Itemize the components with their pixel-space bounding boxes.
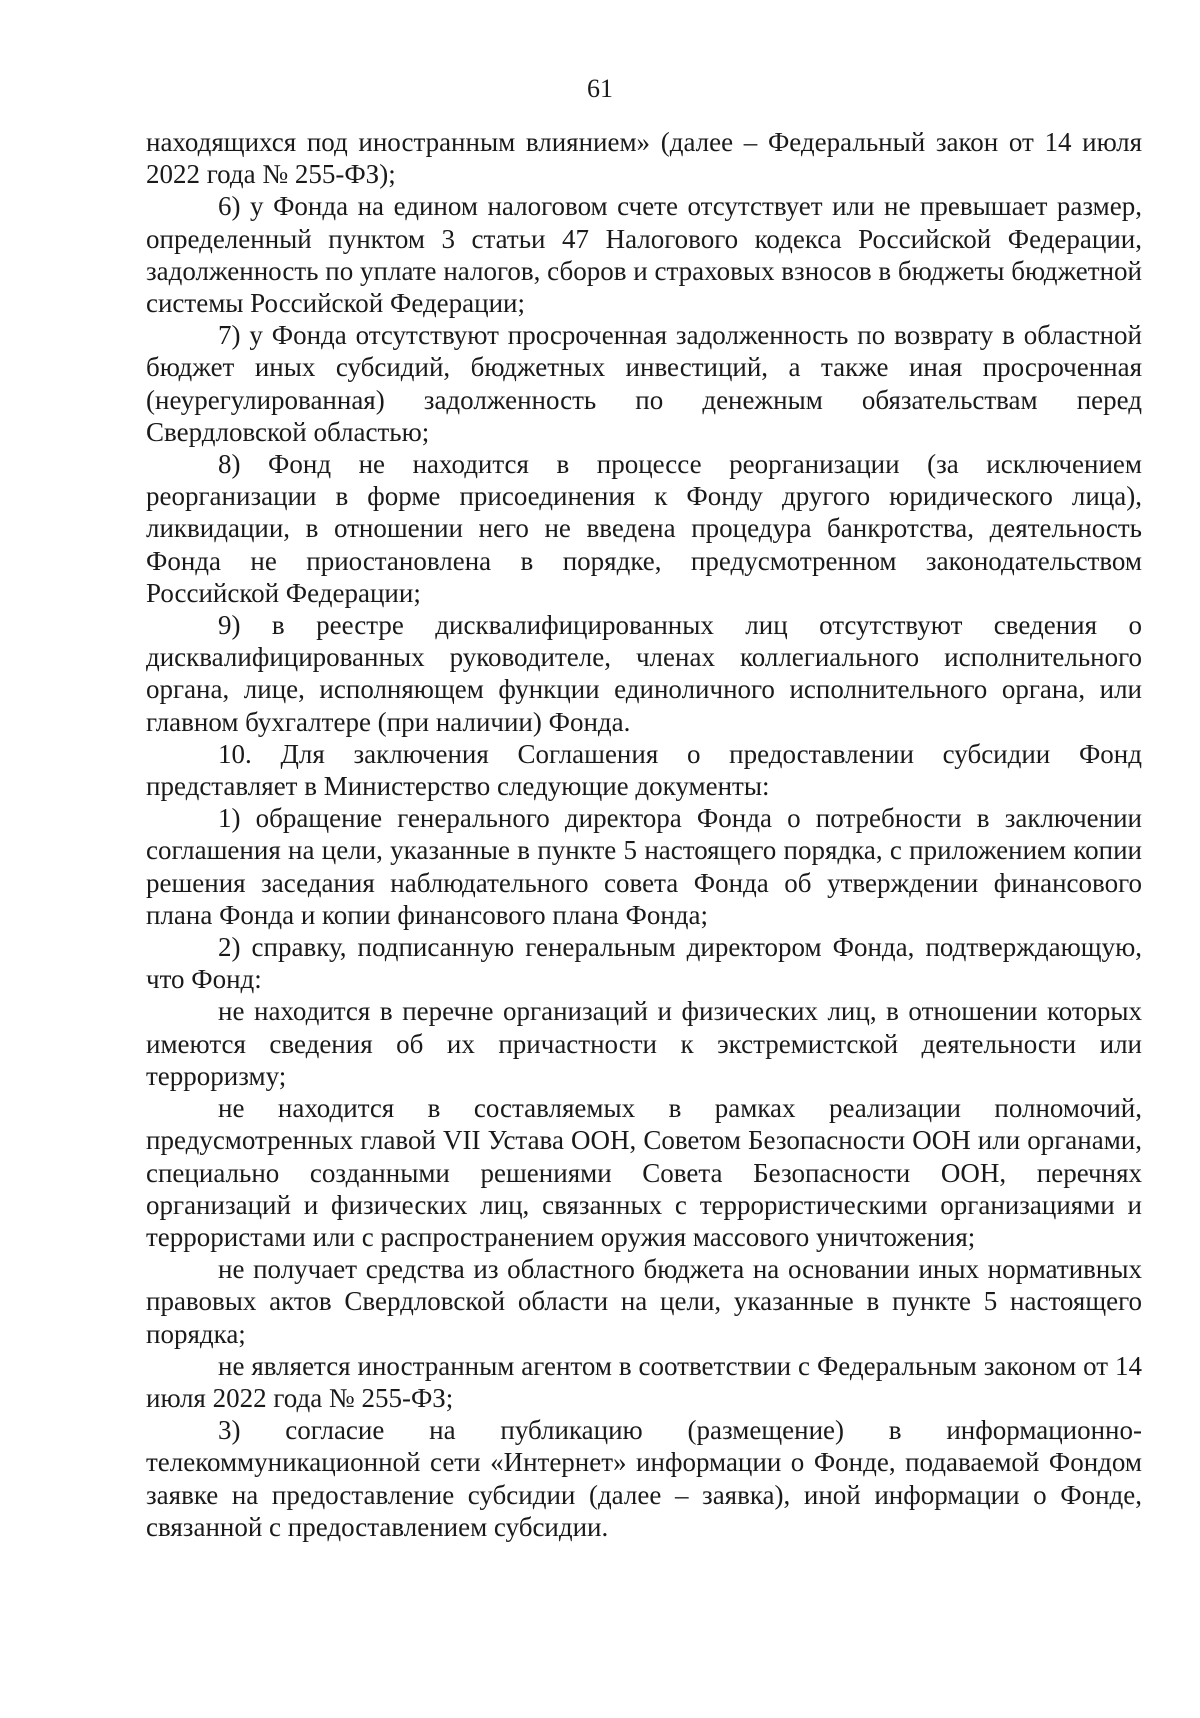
- paragraph: 3) согласие на публикацию (размещение) в информационно-телекоммуникационной сети «Интернет» информации о Фонде, подаваемой Фондом заявке на предоставление субсидии (далее – заявка), иной информации о Фонде, связанной с предоставлением субсидии.: [146, 1415, 1142, 1542]
- paragraph: 2) справку, подписанную генеральным директором Фонда, подтверждающую, что Фонд:: [146, 932, 1142, 995]
- paragraph: 9) в реестре дисквалифицированных лиц отсутствуют сведения о дисквалифицированных руководителе, членах коллегиального исполнительного органа, лице, исполняющем функции единоличного исполнительного органа, или главном бухгалтере (при наличии) Фонда.: [146, 610, 1142, 737]
- paragraph: 6) у Фонда на едином налоговом счете отсутствует или не превышает размер, определенный пунктом 3 статьи 47 Налогового кодекса Российской Федерации, задолженность по уплате налогов, сборов и страховых взносов в бюджеты бюджетной системы Российской Федерации;: [146, 191, 1142, 319]
- paragraph: не получает средства из областного бюджета на основании иных нормативных правовых актов Свердловской области на цели, указанные в пункте 5 настоящего порядка;: [146, 1254, 1142, 1349]
- page-number: 61: [587, 74, 613, 103]
- paragraph: не является иностранным агентом в соответствии с Федеральным законом от 14 июля 2022 года № 255-ФЗ;: [146, 1350, 1142, 1413]
- paragraph: не находится в перечне организаций и физических лиц, в отношении которых имеются сведения об их причастности к экстремистской деятельности или терроризму;: [146, 996, 1142, 1091]
- paragraph: находящихся под иностранным влиянием» (далее – Федеральный закон от 14 июля 2022 года № 255-ФЗ);: [146, 127, 1142, 190]
- paragraph: не находится в составляемых в рамках реализации полномочий, предусмотренных главой VII Устава ООН, Советом Безопасности ООН или органами, специально созданными решениями Совета Безопасности ООН, перечнях организаций и физических лиц, связанных с террористическими организациями и террористами или с распространением оружия массового уничтожения;: [146, 1093, 1142, 1252]
- document-body: [146, 126, 1142, 1543]
- paragraph: 10. Для заключения Соглашения о предоставлении субсидии Фонд представляет в Министерство следующие документы:: [146, 738, 1142, 802]
- paragraph: 7) у Фонда отсутствуют просроченная задолженность по возврату в областной бюджет иных субсидий, бюджетных инвестиций, а также иная просроченная (неурегулированная) задолженность по денежным обязательствам перед Свердловской областью;: [146, 320, 1142, 447]
- paragraph: 8) Фонд не находится в процессе реорганизации (за исключением реорганизации в форме присоединения к Фонду другого юридического лица), ликвидации, в отношении него не введена процедура банкротства, деятельность Фонда не приостановлена в порядке, предусмотренном законодательством Российской Федерации;: [146, 449, 1142, 608]
- paragraph: 1) обращение генерального директора Фонда о потребности в заключении соглашения на цели, указанные в пункте 5 настоящего порядка, с приложением копии решения заседания наблюдательного совета Фонда об утверждении финансового плана Фонда и копии финансового плана Фонда;: [146, 803, 1142, 930]
